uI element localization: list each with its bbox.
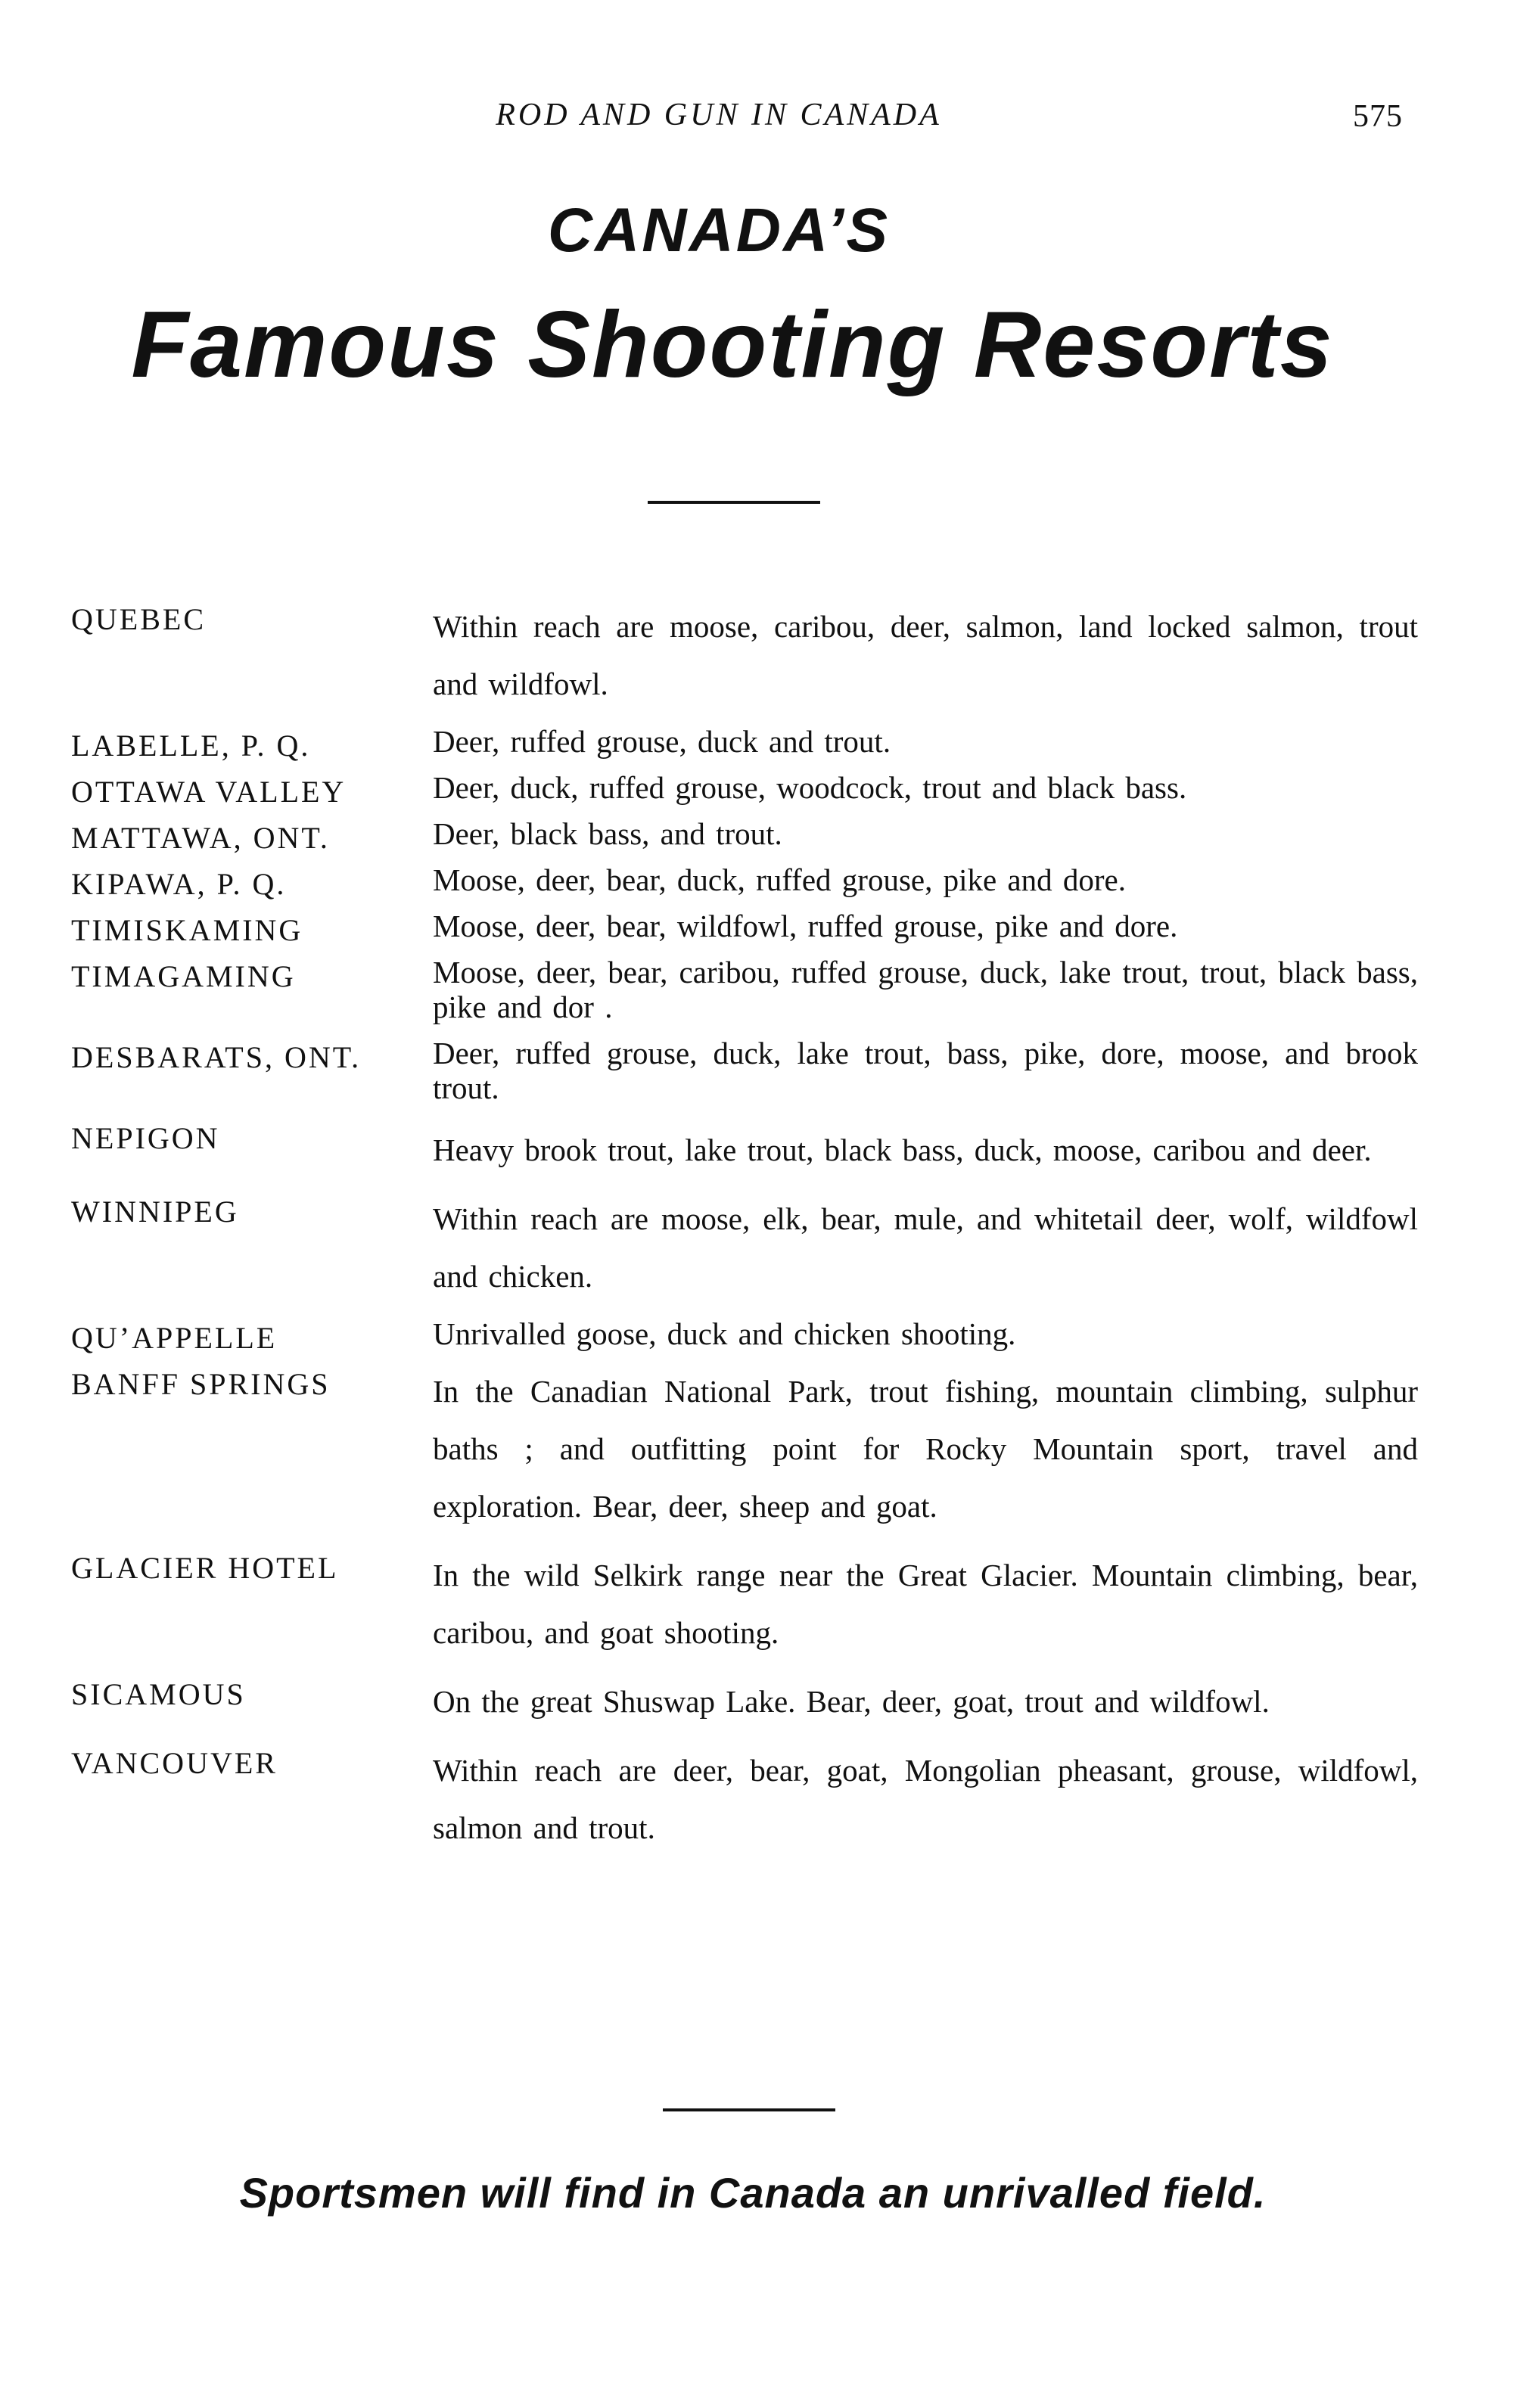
running-header (0, 89, 1539, 142)
resort-row-quebec (71, 598, 1418, 713)
resort-description: Deer, black bass, and trout. (433, 816, 782, 851)
resort-row-qu-appelle (71, 1316, 1418, 1355)
resort-description: Within reach are moose, elk, bear, mule, and whitetail deer, wolf, wildfowl and chicken. (433, 1201, 1418, 1294)
resort-row-ottawa-valley (71, 770, 1418, 809)
resort-row-timagaming (71, 955, 1418, 1024)
resort-description: Within reach are deer, bear, goat, Mongolian pheasant, grouse, wildfowl, salmon and trout. (433, 1753, 1418, 1845)
resort-place: NEPIGON (71, 1121, 220, 1155)
resort-description: On the great Shuswap Lake. Bear, deer, goat, trout and wildfowl. (433, 1684, 1270, 1719)
page-number: 575 (1353, 99, 1403, 134)
resort-row-glacier-hotel (71, 1546, 1418, 1661)
resort-place: OTTAWA VALLEY (71, 775, 347, 809)
divider-rule-top (648, 501, 820, 504)
resort-row-mattawa (71, 816, 1418, 855)
page-heading-line1: CANADA’S (547, 196, 891, 265)
resort-description: Moose, deer, bear, caribou, ruffed grouse, duck, lake trout, trout, black bass, pike and dor . (433, 955, 1418, 1024)
divider-rule-bottom (663, 2108, 835, 2111)
resort-place: TIMISKAMING (71, 913, 303, 947)
resort-place: WINNIPEG (71, 1195, 239, 1229)
resort-description: Moose, deer, bear, wildfowl, ruffed grouse, pike and dore. (433, 909, 1178, 943)
resort-place: VANCOUVER (71, 1746, 278, 1780)
resort-place: QU’APPELLE (71, 1321, 278, 1355)
resort-place: KIPAWA, P. Q. (71, 867, 287, 901)
resort-place: QUEBEC (71, 602, 206, 636)
resort-place: BANFF SPRINGS (71, 1367, 331, 1401)
footer-tagline: Sportsmen will find in Canada an unrivalled field. (239, 2169, 1267, 2217)
resort-description: Moose, deer, bear, duck, ruffed grouse, pike and dore. (433, 862, 1126, 897)
resort-description: In the wild Selkirk range near the Great Glacier. Mountain climbing, bear, caribou, and goat shooting. (433, 1558, 1418, 1650)
resort-list (71, 598, 1418, 1868)
resort-row-desbarats (71, 1036, 1418, 1105)
resort-description: Deer, duck, ruffed grouse, woodcock, trout and black bass. (433, 770, 1187, 805)
resort-place: SICAMOUS (71, 1677, 246, 1711)
resort-place: LABELLE, P. Q. (71, 729, 311, 763)
resort-description: Unrivalled goose, duck and chicken shooting. (433, 1316, 1016, 1351)
resort-place: MATTAWA, ONT. (71, 821, 330, 855)
resort-place: GLACIER HOTEL (71, 1551, 339, 1585)
resort-description: Heavy brook trout, lake trout, black bass, duck, moose, caribou and deer. (433, 1133, 1372, 1167)
resort-row-banff-springs (71, 1362, 1418, 1535)
resort-row-sicamous (71, 1673, 1418, 1730)
resort-row-kipawa (71, 862, 1418, 901)
resort-row-labelle (71, 724, 1418, 763)
running-title: ROD AND GUN IN CANADA (496, 98, 942, 132)
resort-description: Within reach are moose, caribou, deer, salmon, land locked salmon, trout and wildfowl. (433, 609, 1418, 701)
resort-description: In the Canadian National Park, trout fishing, mountain climbing, sulphur baths ; and outfitting point for Rocky Mountain sport, travel and exploration. Bear, deer, sheep and goat. (433, 1374, 1418, 1524)
resort-row-vancouver (71, 1742, 1418, 1856)
resort-row-timiskaming (71, 909, 1418, 947)
resort-row-nepigon (71, 1117, 1418, 1179)
resort-description: Deer, ruffed grouse, duck, lake trout, bass, pike, dore, moose, and brook trout. (433, 1036, 1418, 1105)
resort-place: TIMAGAMING (71, 959, 296, 993)
resort-place: DESBARATS, ONT. (71, 1040, 362, 1074)
resort-description: Deer, ruffed grouse, duck and trout. (433, 724, 891, 759)
page-heading-line2: Famous Shooting Resorts (131, 293, 1334, 397)
resort-row-winnipeg (71, 1190, 1418, 1305)
